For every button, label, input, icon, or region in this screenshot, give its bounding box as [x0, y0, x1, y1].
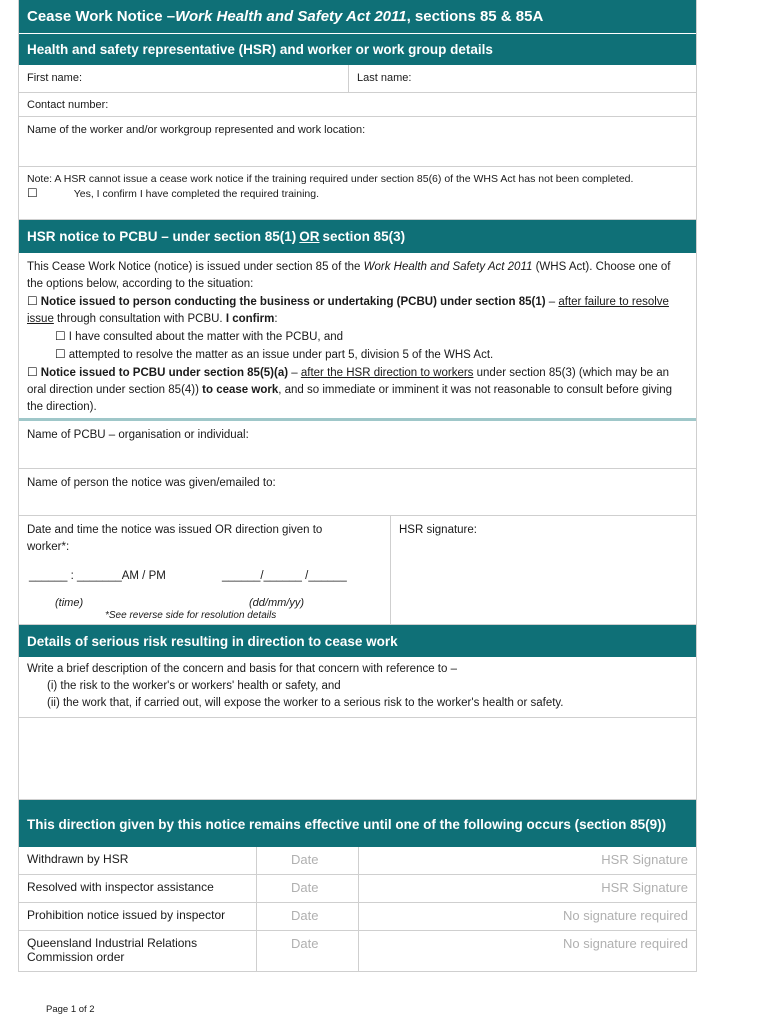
name-row — [19, 65, 696, 93]
date-caption: (dd/mm/yy) — [249, 597, 304, 609]
signature-field: No signature required — [562, 908, 688, 923]
first-name-field[interactable] — [19, 65, 349, 92]
notice-intro: This Cease Work Notice (notice) is issued under section 85 of the Work Health and Safety Act 2011 (WHS Act). Choose one of the options below, according to the situation: — [27, 261, 671, 290]
option-85-1-checkbox[interactable]: ☐ — [27, 294, 38, 308]
training-confirm-label: Yes, I confirm I have completed the required training. — [73, 188, 320, 200]
signature-field: No signature required — [562, 936, 688, 951]
notice-heading-or: OR — [299, 229, 320, 244]
hsr-notice-heading — [19, 220, 696, 253]
table-row — [19, 847, 696, 875]
date-blank: ______/______ /______ — [222, 570, 347, 582]
person-notified-label: Name of person the notice was given/emailed to: — [27, 477, 276, 489]
notice-heading-a: HSR notice to PCBU – under section 85(1) — [27, 229, 297, 244]
hsr-details-heading: Health and safety representative (HSR) and worker or work group details — [19, 34, 696, 65]
sub-option-consulted-checkbox[interactable]: ☐ — [55, 329, 66, 343]
table-row — [19, 903, 696, 931]
date-field[interactable]: Date — [257, 875, 359, 902]
signature-field[interactable]: HSR Signature — [601, 852, 688, 867]
risk-item-1: (i) the risk to the worker's or workers' health or safety, and — [47, 680, 341, 692]
pcbu-name-field[interactable] — [19, 421, 696, 469]
date-field[interactable]: Date — [257, 847, 359, 874]
contact-number-field[interactable] — [19, 93, 696, 117]
risk-details-heading: Details of serious risk resulting in direction to cease work — [19, 625, 696, 657]
risk-intro: Write a brief description of the concern and basis for that concern with reference to – — [27, 663, 457, 675]
last-name-field[interactable] — [349, 65, 696, 92]
time-blank: ______ : _______AM / PM — [29, 570, 166, 582]
datetime-field[interactable] — [19, 516, 391, 624]
risk-description-field[interactable] — [19, 718, 696, 800]
page-footer: Page 1 of 2 — [46, 1004, 95, 1015]
date-field[interactable]: Date — [257, 903, 359, 930]
last-name-label: Last name: — [357, 72, 412, 84]
cease-work-form — [18, 0, 697, 972]
notice-options — [19, 253, 696, 421]
title-suffix: , sections 85 & 85A — [406, 8, 544, 25]
status-label: Queensland Industrial Relations Commission order — [19, 931, 257, 971]
sub-option-attempted-checkbox[interactable]: ☐ — [55, 347, 66, 361]
workgroup-field[interactable] — [19, 117, 696, 167]
option-85-5a: ☐ Notice issued to PCBU under section 85(5)(a) – after the HSR direction to workers under section 85(3) (which may be an oral direction under section 85(4)) to cease work, and so immediate or imminent it was not reasonable to consult before giving the direction). — [27, 365, 672, 413]
training-note-text: Note: A HSR cannot issue a cease work notice if the training required under section 85(6) of the WHS Act has not been completed. — [27, 173, 634, 185]
status-label: Prohibition notice issued by inspector — [19, 903, 257, 930]
hsr-signature-label: HSR signature: — [399, 524, 477, 536]
effective-table — [19, 847, 696, 972]
table-row — [19, 875, 696, 903]
title-prefix: Cease Work Notice – — [27, 8, 176, 25]
risk-instructions — [19, 657, 696, 718]
status-label: Withdrawn by HSR — [19, 847, 257, 874]
hsr-signature-field[interactable] — [391, 516, 696, 624]
training-note — [19, 167, 696, 220]
option-85-5a-checkbox[interactable]: ☐ — [27, 365, 38, 379]
table-row — [19, 931, 696, 972]
training-confirm — [27, 187, 688, 201]
person-notified-field[interactable] — [19, 469, 696, 516]
risk-item-2: (ii) the work that, if carried out, will expose the worker to a serious risk to the worker's health or safety. — [47, 697, 564, 709]
effective-heading: This direction given by this notice remains effective until one of the following occurs (section 85(9)) — [19, 800, 696, 847]
contact-number-label: Contact number: — [27, 99, 109, 111]
notice-heading-b: section 85(3) — [322, 229, 406, 244]
pcbu-name-label: Name of PCBU – organisation or individual: — [27, 429, 249, 441]
sub-option-consulted: ☐ I have consulted about the matter with the PCBU, and — [55, 329, 344, 343]
status-label: Resolved with inspector assistance — [19, 875, 257, 902]
date-field[interactable]: Date — [257, 931, 359, 971]
datetime-label: Date and time the notice was issued OR direction given to worker*: — [27, 524, 323, 553]
option-85-1: ☐ Notice issued to person conducting the business or undertaking (PCBU) under section 85(1) – after failure to resolve issue through consultation with PCBU. I confirm: — [27, 294, 669, 325]
title-act: Work Health and Safety Act 2011 — [175, 8, 407, 25]
form-title — [19, 0, 696, 33]
reverse-side-note: *See reverse side for resolution details — [105, 610, 277, 621]
datetime-signature-row — [19, 516, 696, 625]
first-name-label: First name: — [27, 72, 83, 84]
signature-field[interactable]: HSR Signature — [601, 880, 688, 895]
workgroup-label: Name of the worker and/or workgroup represented and work location: — [27, 124, 366, 136]
time-caption: (time) — [55, 597, 84, 609]
training-checkbox[interactable]: ☐ — [27, 186, 38, 200]
sub-option-attempted: ☐ attempted to resolve the matter as an issue under part 5, division 5 of the WHS Act. — [55, 347, 494, 361]
